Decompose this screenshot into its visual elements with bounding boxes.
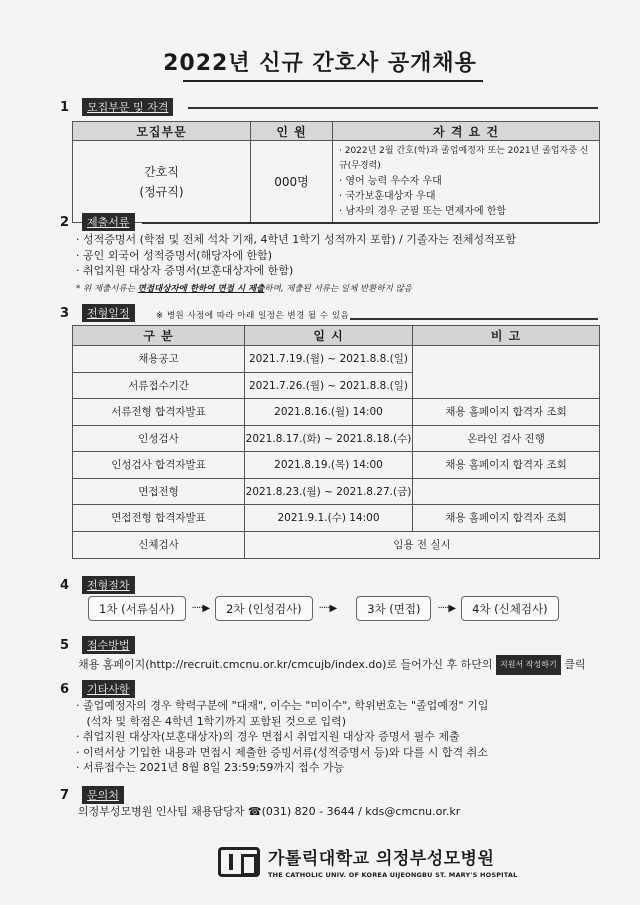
- date-cell: 2021.7.19.(월) ~ 2021.8.8.(일): [245, 346, 413, 373]
- remark-cell: 채용 홈페이지 합격자 조회: [413, 505, 600, 532]
- title-underline: [183, 80, 483, 82]
- header-remark: 비 고: [413, 326, 600, 346]
- category-cell: 서류전형 합격자발표: [73, 399, 245, 426]
- requirement-item: · 국가보훈대상자 우대: [339, 191, 436, 202]
- remark-cell: [413, 346, 600, 399]
- documents-list: [76, 232, 516, 297]
- table-row: [73, 346, 600, 373]
- requirements-cell: [333, 141, 600, 223]
- application-method: [78, 655, 585, 675]
- note-item: · 서류접수는 2021년 8월 8일 23:59:59까지 접수 가능: [76, 761, 345, 774]
- header-date: 일 시: [245, 326, 413, 346]
- section-number: 2: [60, 214, 70, 230]
- table-row: [73, 531, 600, 558]
- category-cell: 서류접수기간: [73, 372, 245, 399]
- section-label: 문의처: [82, 786, 124, 804]
- date-cell: 2021.8.17.(화) ~ 2021.8.18.(수): [245, 425, 413, 452]
- document-item: · 공인 외국어 성적증명서(해당자에 한함): [76, 248, 273, 262]
- table-row: [73, 478, 600, 505]
- hospital-emblem-icon: [218, 847, 260, 877]
- arrow-right-icon: ·····▶: [437, 603, 456, 614]
- note-item: · 취업지원 대상자(보훈대상자)의 경우 면접시 취업지원 대상자 증명서 필수 제출: [76, 730, 460, 743]
- section-label: 제출서류: [82, 213, 135, 231]
- remark-cell: [413, 478, 600, 505]
- step-box: 2차 (인성검사): [215, 596, 313, 621]
- section7-heading: [60, 786, 124, 804]
- date-cell: 2021.8.23.(월) ~ 2021.8.27.(금): [245, 478, 413, 505]
- date-cell: 2021.9.1.(수) 14:00: [245, 505, 413, 532]
- count-cell: 000명: [251, 141, 333, 223]
- application-text: 채용 홈페이지(http://recruit.cmcnu.or.kr/cmcujb/index.do)로 들어가신 후 하단의: [78, 657, 493, 671]
- table-row: [73, 425, 600, 452]
- section-rule: [142, 222, 598, 224]
- section6-heading: [60, 680, 135, 698]
- note-item: (석차 및 학점은 4학년 1학기까지 포함된 것으로 입력): [76, 714, 347, 728]
- category-cell: 채용공고: [73, 346, 245, 373]
- merged-cell: 임용 전 실시: [245, 531, 600, 558]
- category-cell: 면접전형: [73, 478, 245, 505]
- remark-cell: 온라인 검사 진행: [413, 425, 600, 452]
- date-cell: 2021.7.26.(월) ~ 2021.8.8.(일): [245, 372, 413, 399]
- section2-heading: [60, 213, 135, 231]
- section-number: 5: [60, 637, 70, 653]
- section-number: 1: [60, 99, 70, 115]
- section-number: 7: [60, 787, 70, 803]
- section-rule: [188, 107, 598, 109]
- section-number: 4: [60, 577, 70, 593]
- header-count: 인 원: [251, 122, 333, 141]
- hospital-name-en: THE CATHOLIC UNIV. OF KOREA UIJEONGBU ST. MARY'S HOSPITAL: [268, 871, 518, 879]
- section-label: 접수방법: [82, 636, 135, 654]
- category-cell: 인성검사 합격자발표: [73, 452, 245, 479]
- header-requirements: 자 격 요 건: [333, 122, 600, 141]
- step-box: 1차 (서류심사): [88, 596, 186, 621]
- section-number: 3: [60, 305, 70, 321]
- arrow-right-icon: ·····▶: [191, 603, 210, 614]
- documents-note: * 위 제출서류는 면접대상자에 한하여 면접 시 제출하며, 제출된 서류는 일체 반환하지 않음: [76, 283, 413, 294]
- hospital-logo: [218, 844, 518, 879]
- section-label: 모집부문 및 자격: [82, 98, 173, 116]
- date-cell: 2021.8.19.(목) 14:00: [245, 452, 413, 479]
- table-row: [73, 505, 600, 532]
- hospital-name-ko: 가톨릭대학교 의정부성모병원: [268, 849, 495, 869]
- contact-info: 의정부성모병원 인사팀 채용담당자 ☎(031) 820 - 3644 / kds@cmcnu.or.kr: [78, 805, 461, 818]
- header-category: 구 분: [73, 326, 245, 346]
- page-title: 2022년 신규 간호사 공개채용: [163, 51, 477, 76]
- category-cell: 면접전형 합격자발표: [73, 505, 245, 532]
- document-item: · 성적증명서 (학점 및 전체 석차 기재, 4학년 1학기 성적까지 포함) / 기졸자는 전체성적포함: [76, 233, 517, 246]
- section-number: 6: [60, 681, 70, 697]
- schedule-note: ※ 병원 사정에 따라 아래 일정은 변경 될 수 있음: [156, 311, 350, 321]
- requirement-item: · 영어 능력 우수자 우대: [339, 176, 442, 187]
- arrow-right-icon: ·····▶: [318, 603, 337, 614]
- dept-name: 간호직: [144, 164, 179, 179]
- category-cell: 인성검사: [73, 425, 245, 452]
- note-item: · 이력서상 기입한 내용과 면접시 제출한 증빙서류(성적증명서 등)와 다를 시 합격 취소: [76, 745, 488, 759]
- table-row: [73, 399, 600, 426]
- process-steps: [88, 596, 559, 621]
- section-label: 기타사항: [82, 680, 135, 698]
- remark-cell: 채용 홈페이지 합격자 조회: [413, 452, 600, 479]
- section-rule: [350, 318, 598, 320]
- notes-list: [76, 698, 488, 776]
- schedule-table: [72, 325, 600, 559]
- step-box: 4차 (신체검사): [461, 596, 559, 621]
- section-label: 전형일정: [82, 304, 135, 322]
- application-text-end: 클릭: [564, 657, 586, 671]
- requirement-item: · 2022년 2월 간호(학)과 졸업예정자 또는 2021년 졸업자중 신규(무경력): [339, 146, 589, 171]
- category-cell: 신체검사: [73, 531, 245, 558]
- dept-type: (정규직): [139, 184, 184, 199]
- documents-note-emphasis: 면접대상자에 한하여 면접 시 제출: [137, 283, 265, 294]
- section3-heading: [60, 304, 135, 322]
- section1-heading: [60, 98, 173, 116]
- section4-heading: [60, 576, 135, 594]
- table-row: [73, 452, 600, 479]
- dept-cell: [73, 141, 251, 223]
- document-item: · 취업지원 대상자 증명서(보훈대상자에 한함): [76, 264, 294, 277]
- step-box: 3차 (면접): [356, 596, 431, 621]
- date-cell: 2021.8.16.(월) 14:00: [245, 399, 413, 426]
- recruitment-table: [72, 121, 600, 223]
- remark-cell: 채용 홈페이지 합격자 조회: [413, 399, 600, 426]
- requirement-item: · 남자의 경우 군필 또는 면제자에 한함: [339, 206, 507, 217]
- hospital-name-block: [268, 844, 518, 879]
- write-application-button[interactable]: 지원서 작성하기: [496, 655, 561, 675]
- header-dept: 모집부문: [73, 122, 251, 141]
- section-label: 전형절차: [82, 576, 135, 594]
- section5-heading: [60, 636, 135, 654]
- note-item: · 졸업예정자의 경우 학력구분에 "대재", 이수는 "미이수", 학위번호는 "졸업예정" 기입: [76, 699, 489, 712]
